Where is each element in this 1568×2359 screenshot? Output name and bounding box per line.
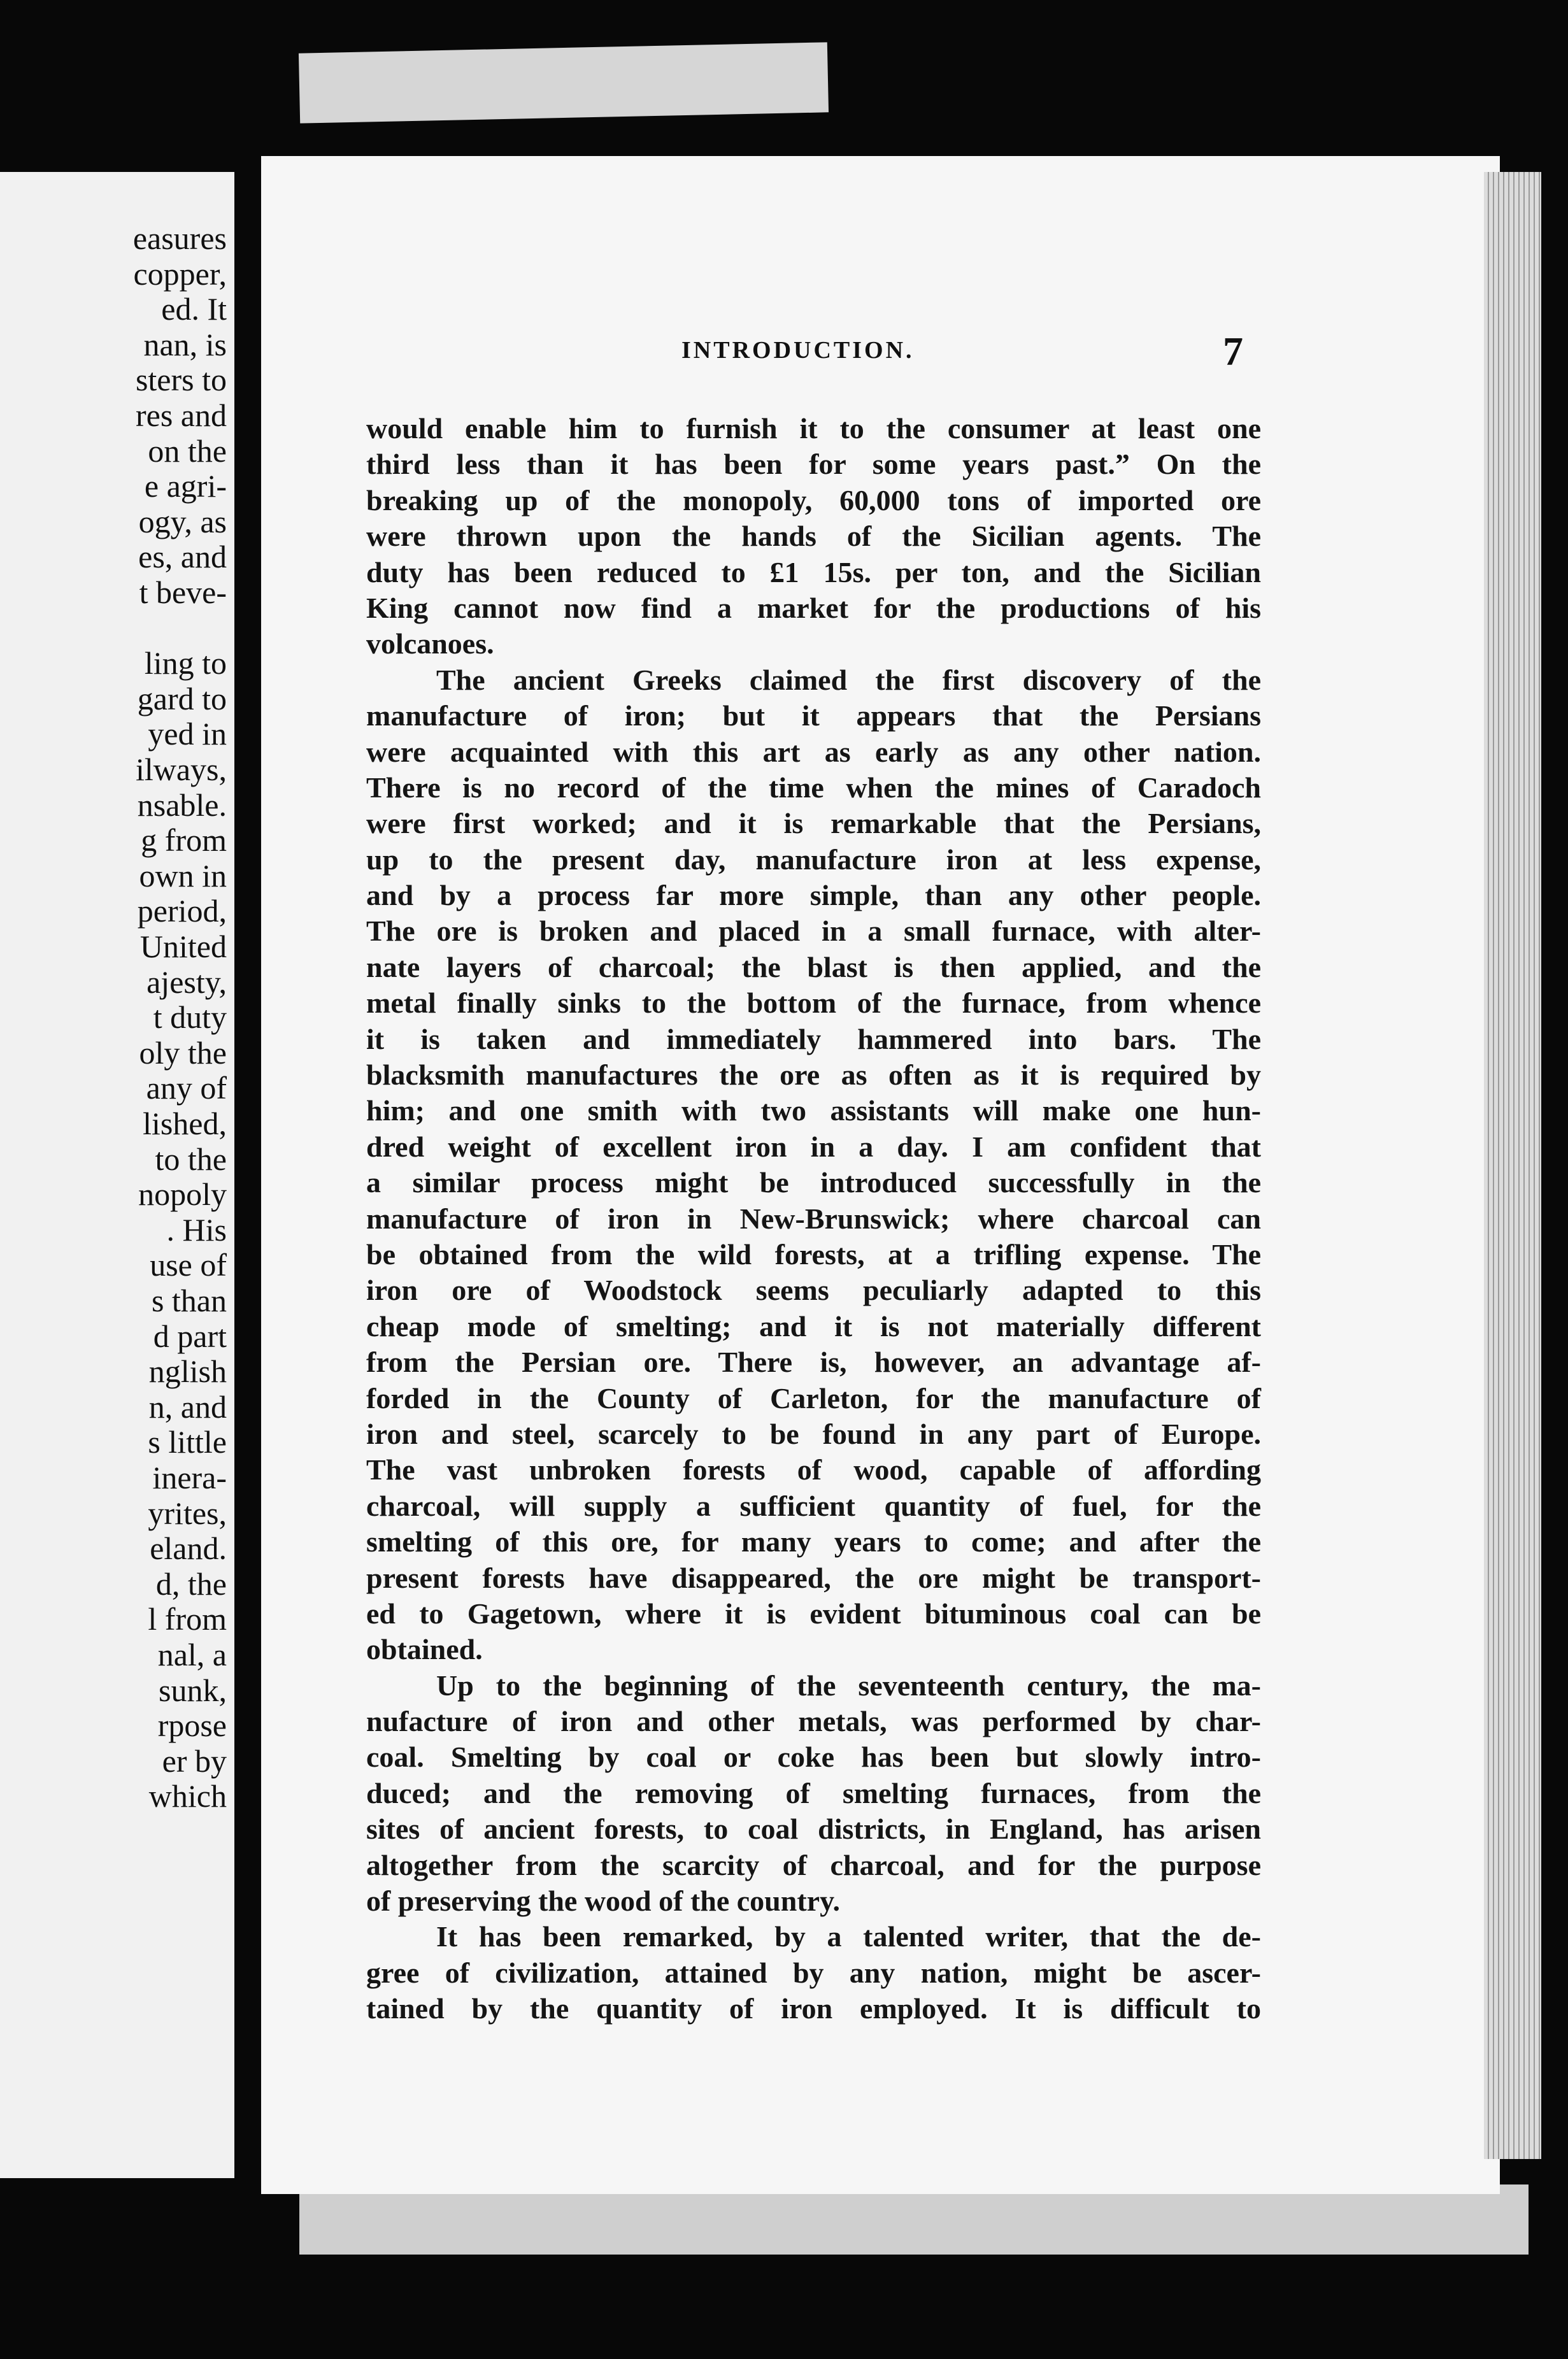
text-line: him; and one smith with two assistants will make one hun- — [366, 1094, 1261, 1127]
left-page-line: United — [139, 929, 227, 964]
text-line: of preserving the wood of the country. — [366, 1885, 841, 1918]
left-page-line: t duty — [153, 999, 227, 1036]
text-line: King cannot now find a market for the productions of his — [366, 591, 1261, 624]
left-page-line: to the — [155, 1141, 227, 1177]
left-page-line: rpose — [157, 1707, 227, 1744]
left-page-line: er by — [162, 1743, 227, 1779]
left-page-line: n, and — [148, 1388, 227, 1425]
left-page-line: eland. — [150, 1530, 227, 1567]
left-page-line: inera- — [152, 1460, 227, 1495]
text-line: metal finally sinks to the bottom of the furnace, from whence — [366, 987, 1261, 1020]
text-line: nufacture of iron and other metals, was performed by char- — [366, 1705, 1261, 1738]
left-page-line: sunk, — [159, 1672, 227, 1708]
text-line: forded in the County of Carleton, for the manufacture of — [366, 1381, 1261, 1415]
text-line: nate layers of charcoal; the blast is then applied, and the — [366, 950, 1261, 983]
left-page-line: d, the — [155, 1565, 227, 1602]
left-page-line: e agri- — [144, 468, 227, 504]
text-line: were acquainted with this art as early as any other nation. — [366, 735, 1261, 768]
text-line: blacksmith manufactures the ore as often as it is required by — [366, 1058, 1261, 1092]
text-line: were thrown upon the hands of the Sicilian agents. The — [366, 520, 1261, 553]
left-page-line: t beve- — [139, 574, 227, 610]
page-stack-edge — [1484, 172, 1541, 2159]
text-line: be obtained from the wild forests, at a trifling expense. The — [366, 1237, 1261, 1271]
text-line: Up to the beginning of the seventeenth century, the ma- — [436, 1669, 1261, 1702]
left-page-line: easures — [132, 220, 227, 256]
text-line: ed to Gagetown, where it is evident bituminous coal can be — [366, 1597, 1261, 1630]
text-line: There is no record of the time when the mines of Caradoch — [366, 771, 1261, 804]
left-page-line: nsable. — [137, 787, 227, 823]
text-line: would enable him to furnish it to the consumer at least one — [366, 412, 1261, 445]
text-line: dred weight of excellent iron in a day. I am confident that — [366, 1130, 1261, 1163]
text-line: were first worked; and it is remarkable that the Persians, — [366, 807, 1261, 840]
left-page-line: l from — [148, 1601, 227, 1637]
text-line: obtained. — [366, 1633, 483, 1666]
left-page-line: s little — [148, 1424, 227, 1460]
left-page-line: res and — [136, 397, 227, 433]
text-line: manufacture of iron; but it appears that the Persians — [366, 699, 1261, 732]
left-page-line: es, and — [138, 539, 227, 575]
page-number: 7 — [1223, 329, 1243, 374]
left-page-line: nal, a — [157, 1637, 227, 1672]
text-line: gree of civilization, attained by any nation, might be ascer- — [366, 1956, 1261, 1989]
text-line: smelting of this ore, for many years to come; and after the — [366, 1525, 1261, 1558]
text-line: The vast unbroken forests of wood, capable of affording — [366, 1453, 1261, 1486]
text-line: volcanoes. — [366, 627, 494, 660]
left-page-line: copper, — [133, 255, 227, 292]
text-line: up to the present day, manufacture iron at less expense, — [366, 843, 1261, 876]
left-page-line: s than — [151, 1283, 227, 1318]
text-line: it is taken and immediately hammered into bars. The — [366, 1022, 1261, 1055]
left-page-line: which — [148, 1778, 227, 1814]
body-text — [366, 411, 1261, 2027]
left-page-line: sters to — [135, 362, 227, 398]
text-line: altogether from the scarcity of charcoal, and for the purpose — [366, 1848, 1261, 1881]
left-page-line: gard to — [137, 680, 227, 716]
left-page-line: oly the — [139, 1034, 227, 1071]
text-line: present forests have disappeared, the ore might be transport- — [366, 1561, 1261, 1594]
text-line: third less than it has been for some years past.” On the — [366, 448, 1261, 481]
left-page-line: yed in — [148, 716, 227, 752]
left-page-line: nopoly — [138, 1176, 227, 1213]
text-line: sites of ancient forests, to coal districts, in England, has arisen — [366, 1813, 1261, 1846]
text-line: charcoal, will supply a sufficient quantity of fuel, for the — [366, 1489, 1261, 1522]
left-page-line: on the — [148, 432, 227, 469]
left-page-line: . His — [166, 1211, 227, 1248]
text-line: manufacture of iron in New-Brunswick; where charcoal can — [366, 1202, 1261, 1235]
left-page-fragment — [0, 172, 234, 2178]
text-line: iron ore of Woodstock seems peculiarly adapted to this — [366, 1274, 1261, 1307]
left-page-line: ajesty, — [146, 964, 227, 1000]
text-line: The ore is broken and placed in a small furnace, with alter- — [366, 915, 1261, 948]
text-line: breaking up of the monopoly, 60,000 tons of imported ore — [366, 483, 1261, 517]
left-page-line: any of — [146, 1070, 227, 1106]
left-page-line: period, — [137, 893, 227, 929]
left-page-line: g from — [141, 822, 227, 859]
text-line: coal. Smelting by coal or coke has been but slowly intro- — [366, 1741, 1261, 1774]
running-header: INTRODUCTION. — [681, 337, 915, 364]
text-line: It has been remarked, by a talented writer, that the de- — [436, 1920, 1261, 1953]
left-page-line: nan, is — [143, 326, 227, 362]
scanner-edge-bottom — [299, 2184, 1529, 2255]
left-page-line: own in — [139, 857, 227, 894]
text-line: from the Persian ore. There is, however, an advantage af- — [366, 1346, 1261, 1379]
left-page-line: nglish — [148, 1353, 227, 1390]
text-line: iron and steel, scarcely to be found in any part of Europe. — [366, 1417, 1261, 1450]
text-line: cheap mode of smelting; and it is not materially different — [366, 1309, 1261, 1343]
text-line: duced; and the removing of smelting furnaces, from the — [366, 1776, 1261, 1809]
text-line: tained by the quantity of iron employed. It is difficult to — [366, 1992, 1261, 2025]
left-page-line: lished, — [143, 1106, 227, 1141]
scanner-edge-top — [299, 42, 829, 123]
left-page-line: d part — [153, 1318, 227, 1354]
text-line: duty has been reduced to £1 15s. per ton, and the Sicilian — [366, 555, 1261, 588]
left-page-line: use of — [150, 1247, 227, 1283]
text-line: The ancient Greeks claimed the first discovery of the — [436, 663, 1261, 696]
left-page-line: yrites, — [148, 1495, 227, 1531]
text-line: a similar process might be introduced successfully in the — [366, 1166, 1261, 1199]
text-line: and by a process far more simple, than any other people. — [366, 879, 1261, 912]
left-page-line: ling to — [144, 645, 227, 681]
left-page-line: ilways, — [135, 752, 227, 787]
left-page-line: ogy, as — [138, 503, 227, 539]
left-page-line: ed. It — [161, 291, 227, 327]
